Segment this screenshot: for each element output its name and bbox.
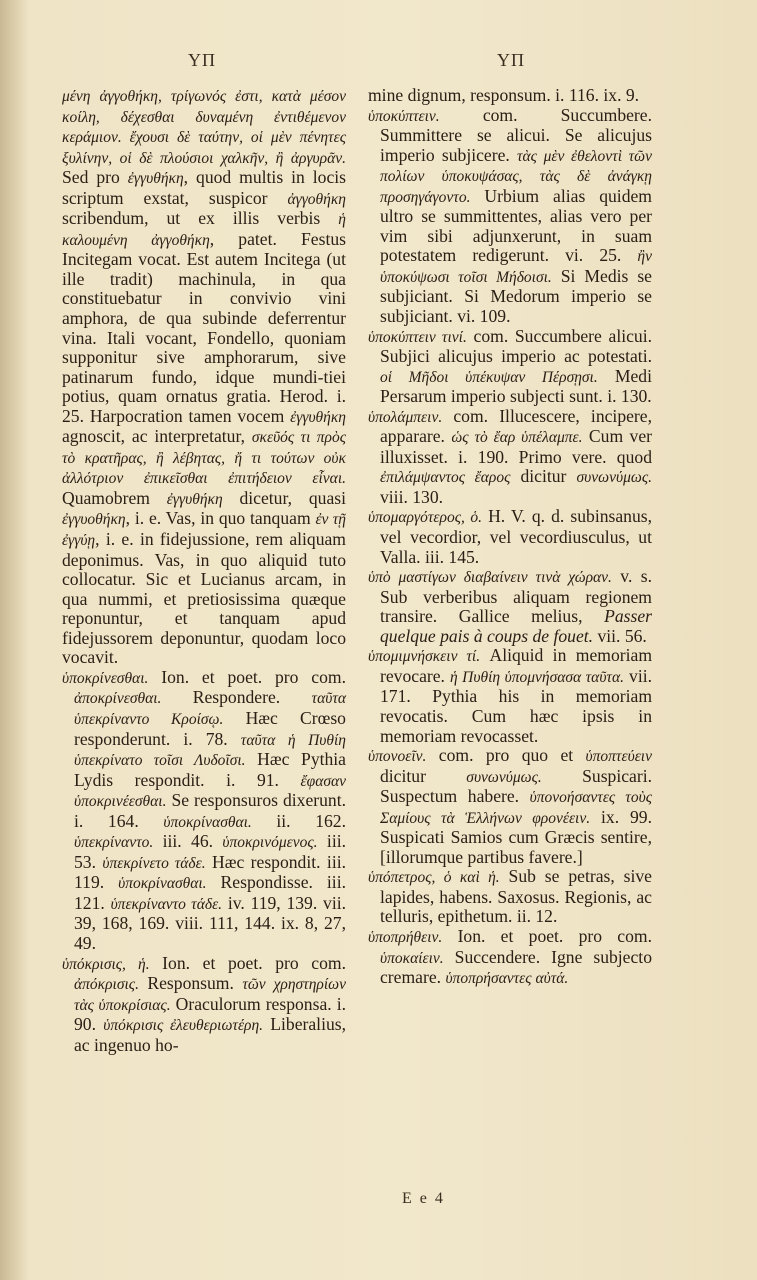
continued-paragraph: mine dignum, responsum. i. 116. ix. 9. (368, 85, 640, 105)
lexicon-entry: ὑποκύπτειν τινί. com. Succumbere alicui. Subjici alicujus imperio ac potestati. οἱ Μῆδοι ὑπέκυψαν Πέρσῃσι. Medi Persarum imperio subjecti sunt. i. 130. (368, 325, 652, 407)
page-gutter-shadow (0, 0, 28, 1280)
lexicon-entry: ὑπὸ μαστίγων διαβαίνειν τινὰ χώραν. v. s. Sub verberibus aliquam regionem transire. Gallice melius, Passer quelque pais à coups de fouet. vii. 56. (368, 566, 652, 646)
lexicon-entry: ὑποκρίνεσθαι. Ion. et poet. pro com. ἀποκρίνεσθαι. Respondere. ταῦτα ὑπεκρίναντο Κροίσῳ. Hæc Crœso responderunt. i. 78. ταῦτα ἡ Πυθίη ὑπεκρίνατο τοῖσι Λυδοῖσι. Hæc Pythia Lydis respondit. i. 91. ἔφασαν ὑποκρινέεσθαι. Se responsuros dixerunt. i. 164. ὑποκρίνασθαι. ii. 162. ὑπεκρίναντο. iii. 46. ὑποκρινόμενος. iii. 53. ὑπεκρίνετο τάδε. Hæc respondit. iii. 119. ὑποκρίνασθαι. Respondisse. iii. 121. ὑπεκρίναντο τάδε. iv. 119, 139. vii. 39, 168, 169. viii. 111, 144. ix. 8, 27, 49. (62, 666, 347, 953)
lexicon-entry: ὑποπρήθειν. Ion. et poet. pro com. ὑποκαίειν. Succendere. Igne subjecto cremare. ὑποπρήσαντες αὐτά. (368, 925, 652, 988)
signature-mark: E e 4 (402, 1190, 445, 1207)
lexicon-entry: ὑπόκρισις, ἡ. Ion. et poet. pro com. ἀπόκρισις. Responsum. τῶν χρηστηρίων τὰς ὑποκρίσιας. Oraculorum responsa. i. 90. ὑπόκρισις ἐλευθεριωτέρη. Liberalius, ac ingenuo ho- (62, 952, 346, 1055)
running-head-left: ΥΠ (188, 50, 216, 70)
lexicon-entry: ὑπονοεῖν. com. pro quo et ὑποπτεύειν dicitur συνωνύμως. Suspicari. Suspectum habere. ὑπονοήσαντες τοὺς Σαμίους τὰ Ἑλλήνων φρονέειν. ix. 99. Suspicati Samios cum Græcis sentire, [illorumque partibus favere.] (368, 745, 653, 867)
lexicon-entry: ὑπομαργότερος, ὁ. H. V. q. d. subinsanus, vel vecordior, vel vecordiusculus, ut Valla. iii. 145. (368, 506, 653, 567)
lexicon-entry: ὑπόπετρος, ὁ καὶ ἡ. Sub se petras, sive lapides, habens. Saxosus. Regionis, ac telluris, epithetum. ii. 12. (368, 866, 652, 927)
continued-paragraph: μένη ἀγγοθήκη, τρίγωνός ἐστι, κατὰ μέσον κοίλη, δέχεσθαι δυναμένη ἐντιθέμενον κεράμιον. ἔχουσι δὲ ταύτην, οἱ μὲν πένητες ξυλίνην, οἱ δὲ πλούσιοι χαλκῆν, ἢ ἀργυρᾶν. Sed pro ἐγγυθήκη, quod multis in locis scriptum exstat, suspicor ἀγγοθήκη scribendum, ut ex illis verbis ἡ καλουμένη ἀγγοθήκη, patet. Festus Incitegam vocat. Est autem Incitega (ut ille tradit) machinula, in qua constituebatur in convivio vini amphora, de qua subinde deferrentur vina. Itali vocant, Fondello, quoniam supponitur sive amphorarum, sive patinarum fundo, idque mundi-tiei potius, quam ornatus gratia. Herod. i. 25. Harpocration tamen vocem ἐγγυθήκη agnoscit, ac interpretatur, σκεῦός τι πρὸς τὸ κρατῆρας, ἢ λέβητας, ἤ τι τούτων οὐκ ἀλλότριον ἐπικεῖσθαι ἐπιτήδειον εἶναι. Quamobrem ἐγγυθήκη dicetur, quasi ἐγγυοθήκη, i. e. Vas, in quo tanquam ἐν τῇ ἐγγύῃ, i. e. in fidejussione, rem aliquam deponimus. Vas, in quo aliquid tuto collocatur. Sic et Lucianus arcam, in qua nummi, et pretiosissima quæque reponuntur, et tanquam apud fidejussorem deponuntur, quodam loco vocavit. (62, 88, 347, 668)
running-head-right: ΥΠ (497, 50, 525, 70)
lexicon-entry: ὑπολάμπειν. com. Illucescere, incipere, apparare. ὡς τὸ ἔαρ ὑπέλαμπε. Cum ver illuxisset. i. 190. Primo vere. quod ἐπιλάμψαντος ἔαρος dicitur συνωνύμως. viii. 130. (368, 405, 652, 507)
right-column (368, 86, 652, 989)
lexicon-entry: ὑπομιμνήσκειν τί. Aliquid in memoriam revocare. ἡ Πυθίη ὑπομνήσασα ταῦτα. vii. 171. Pythia his in memoriam revocatis. Cum hæc ipsis in memoriam revocasset. (368, 645, 653, 746)
left-column (62, 86, 346, 1055)
lexicon-entry: ὑποκύπτειν. com. Succumbere. Summittere se alicui. Se alicujus imperio subjicere. τὰς μὲν ἐθελοντὶ τῶν πολίων ὑποκυψάσας, τὰς δὲ ἀνάγκῃ προσηγάγοντο. Urbium alias quidem ultro se summittentes, alias vero per vim sibi adjunxerunt, in suam potestatem redigerunt. vi. 25. ἢν ὑποκύψωσι τοῖσι Μήδοισι. Si Medis se subjiciant. Si Medorum imperio se subjiciant. vi. 109. (368, 104, 653, 327)
